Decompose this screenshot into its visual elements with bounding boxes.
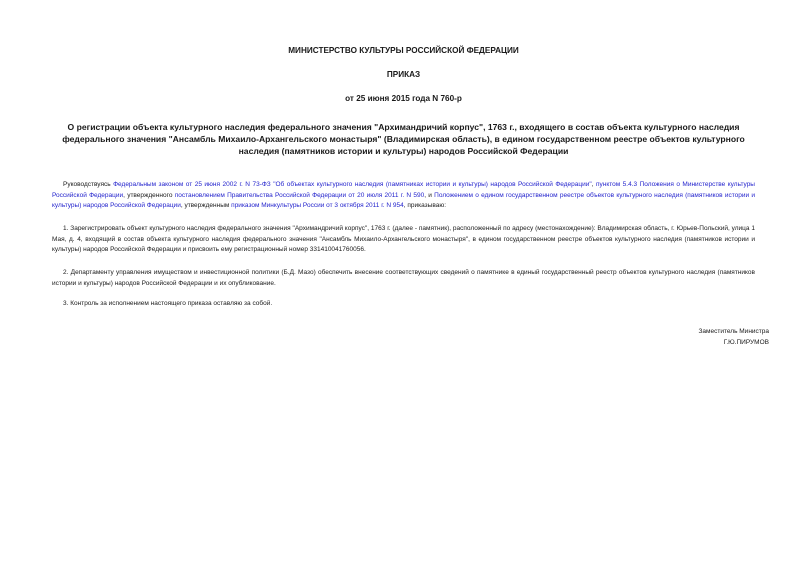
ministry-order-link[interactable]: приказом Минкультуры России от 3 октября 2011 г. N 954 xyxy=(231,202,404,209)
signatory-position: Заместитель Министра xyxy=(698,328,769,335)
document-title: О регистрации объекта культурного наследия федерального значения "Архимандричий корпус", 1763 г., входящего в состав объекта культурного наследия федерального значения "Ансамбль Михаило-Архангельского монастыря" (Владимирская область), в едином государственном реестре объектов культурного наследия (памятников истории и культуры) народов Российской Федерации xyxy=(62,122,745,156)
order-item-1: 1. Зарегистрировать объект культурного наследия федерального значения "Архимандричий корпус", 1763 г. (далее - памятник), расположенный по адресу (местонахождение): Владимирская область, г. Юрьев-Польский, улица 1 Мая, д. 4, входящий в состав объекта культурного наследия федерального значения "Ансамбль Михаило-Архангельского монастыря", в едином государственном реестре объектов культурного наследия (памятников истории и культуры) народов Российской Федерации и присвоить ему регистрационный номер 331410041760056. xyxy=(52,225,755,253)
preamble-text-5: , утвержденным xyxy=(180,202,232,209)
preamble-text-6: , приказываю: xyxy=(403,202,446,209)
registry-regulation-link[interactable]: Положением о едином государственном реестре объектов культурного наследия (памятников истории и культуры) народов Российской Федерации xyxy=(52,191,755,209)
ministry-regulation-link[interactable]: пунктом 5.4.3 Положения о Министерстве культуры Российской Федерации xyxy=(52,181,755,199)
preamble-text-4: , и xyxy=(424,191,435,199)
preamble-paragraph xyxy=(52,180,755,212)
order-item-3: 3. Контроль за исполнением настоящего приказа оставляю за собой. xyxy=(63,300,273,307)
preamble-text-3: , утвержденного xyxy=(123,191,175,199)
federal-law-link[interactable]: Федеральным законом от 25 июня 2002 г. N 73-ФЗ "Об объектах культурного наследия (памятниках истории и культуры) народов Российской Федерации" xyxy=(113,181,592,188)
signatory-name: Г.Ю.ПИРУМОВ xyxy=(723,338,769,346)
document-type: ПРИКАЗ xyxy=(386,70,421,79)
ministry-heading: МИНИСТЕРСТВО КУЛЬТУРЫ РОССИЙСКОЙ ФЕДЕРАЦИИ xyxy=(288,46,519,55)
signature-block xyxy=(699,327,770,348)
order-item-2: 2. Департаменту управления имуществом и инвестиционной политики (Б.Д. Мазо) обеспечить внесение соответствующих сведений о памятнике в единый государственный реестр объектов культурного наследия (памятников истории и культуры) народов Российской Федерации и их опубликование. xyxy=(52,269,755,287)
preamble-text-1: Руководствуясь xyxy=(63,181,114,188)
preamble-text-2: , xyxy=(591,181,596,188)
government-decree-link[interactable]: постановлением Правительства Российской Федерации от 20 июля 2011 г. N 590 xyxy=(174,191,425,199)
document-date-number: от 25 июня 2015 года N 760-р xyxy=(345,94,462,103)
